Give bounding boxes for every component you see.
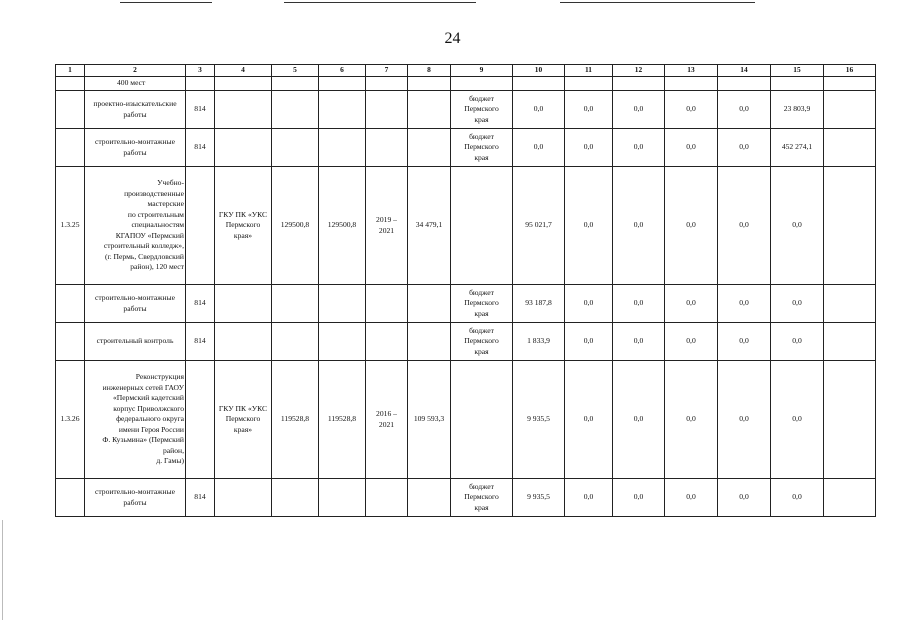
header-cell: 2 [85, 65, 186, 77]
cell-y11: 0,0 [565, 479, 613, 517]
header-cell: 9 [451, 65, 513, 77]
header-cell: 1 [56, 65, 85, 77]
cell-name: строительно-монтажные работы [85, 129, 186, 167]
cell-num [56, 129, 85, 167]
header-cell: 12 [613, 65, 665, 77]
cell-y12: 0,0 [613, 285, 665, 323]
cell-name: строительный контроль [85, 323, 186, 361]
cell-source: бюджет Пермского края [451, 91, 513, 129]
cell-executor [215, 91, 272, 129]
table-row [56, 285, 876, 323]
cell-y16 [824, 77, 876, 91]
header-cell: 6 [319, 65, 366, 77]
cell-period [366, 479, 408, 517]
header-cell: 10 [513, 65, 565, 77]
cell-y10: 95 021,7 [513, 167, 565, 285]
cell-period [366, 323, 408, 361]
cell-y15: 0,0 [771, 361, 824, 479]
cell-cost-est [319, 91, 366, 129]
cell-cost-total [272, 323, 319, 361]
scan-edge-mark [2, 520, 3, 620]
cell-y16 [824, 479, 876, 517]
cell-y12: 0,0 [613, 323, 665, 361]
cell-y13: 0,0 [665, 323, 718, 361]
cell-spent: 109 593,3 [408, 361, 451, 479]
cell-executor [215, 323, 272, 361]
cell-cost-est [319, 479, 366, 517]
cell-y13: 0,0 [665, 285, 718, 323]
cell-num [56, 91, 85, 129]
cell-spent [408, 285, 451, 323]
cell-cost-est: 129500,8 [319, 167, 366, 285]
cell-y12: 0,0 [613, 361, 665, 479]
header-cell: 5 [272, 65, 319, 77]
table-row [56, 167, 876, 285]
cell-y16 [824, 361, 876, 479]
header-cell: 4 [215, 65, 272, 77]
cell-y11: 0,0 [565, 167, 613, 285]
cell-y12: 0,0 [613, 479, 665, 517]
cell-y16 [824, 167, 876, 285]
cell-y10: 9 935,5 [513, 361, 565, 479]
cell-y12: 0,0 [613, 91, 665, 129]
cell-period: 2016 – 2021 [366, 361, 408, 479]
cell-y13: 0,0 [665, 167, 718, 285]
cell-source [451, 77, 513, 91]
cell-code: 814 [186, 91, 215, 129]
header-cell: 8 [408, 65, 451, 77]
cell-cost-total: 119528,8 [272, 361, 319, 479]
cell-executor [215, 129, 272, 167]
cell-name: строительно-монтажные работы [85, 479, 186, 517]
cell-source: бюджет Пермского края [451, 323, 513, 361]
header-cell: 13 [665, 65, 718, 77]
cell-source: бюджет Пермского края [451, 479, 513, 517]
cell-executor [215, 285, 272, 323]
header-row [56, 65, 876, 77]
cell-y12: 0,0 [613, 129, 665, 167]
cell-period: 2019 – 2021 [366, 167, 408, 285]
cell-y13 [665, 77, 718, 91]
page-number: 24 [444, 30, 461, 47]
cell-y15: 0,0 [771, 479, 824, 517]
cell-y14: 0,0 [718, 167, 771, 285]
cell-code [186, 361, 215, 479]
cell-y10: 93 187,8 [513, 285, 565, 323]
cell-y13: 0,0 [665, 91, 718, 129]
header-cell: 15 [771, 65, 824, 77]
cell-y16 [824, 91, 876, 129]
cell-spent: 34 479,1 [408, 167, 451, 285]
cell-y11: 0,0 [565, 361, 613, 479]
table-row [56, 129, 876, 167]
cell-y13: 0,0 [665, 129, 718, 167]
cell-name: проектно-изыскательские работы [85, 91, 186, 129]
cell-y10: 0,0 [513, 91, 565, 129]
cell-name: строительно-монтажные работы [85, 285, 186, 323]
cell-y14: 0,0 [718, 285, 771, 323]
cell-y15: 452 274,1 [771, 129, 824, 167]
top-rule-right [560, 2, 755, 3]
cell-executor: ГКУ ПК «УКС Пермского края» [215, 167, 272, 285]
cell-code [186, 167, 215, 285]
cell-num: 1.3.25 [56, 167, 85, 285]
cell-y10: 1 833,9 [513, 323, 565, 361]
cell-y16 [824, 323, 876, 361]
cell-y14: 0,0 [718, 91, 771, 129]
header-cell: 11 [565, 65, 613, 77]
cell-spent [408, 323, 451, 361]
header-cell: 7 [366, 65, 408, 77]
cell-period [366, 129, 408, 167]
cell-y10: 0,0 [513, 129, 565, 167]
cell-period [366, 285, 408, 323]
cell-y14: 0,0 [718, 323, 771, 361]
cell-code [186, 77, 215, 91]
top-rule-middle [284, 2, 476, 3]
cell-num: 1.3.26 [56, 361, 85, 479]
table-body [56, 65, 876, 517]
table-row [56, 77, 876, 91]
table-row [56, 479, 876, 517]
budget-table [55, 64, 876, 517]
cell-spent [408, 77, 451, 91]
cell-name: Учебно- производственные мастерские по строительным специальностям КГАПОУ «Пермский строительный колледж», (г. Пермь, Свердловский район), 120 мест [85, 167, 186, 285]
header-cell: 14 [718, 65, 771, 77]
cell-y13: 0,0 [665, 361, 718, 479]
cell-cost-est [319, 77, 366, 91]
cell-y11: 0,0 [565, 285, 613, 323]
cell-y15 [771, 77, 824, 91]
cell-cost-total [272, 129, 319, 167]
cell-name: Реконструкция инженерных сетей ГАОУ «Пермский кадетский корпус Приволжского федерального округа имени Героя России Ф. Кузьмина» (Пермский район, д. Гамы) [85, 361, 186, 479]
cell-y12: 0,0 [613, 167, 665, 285]
cell-y11: 0,0 [565, 323, 613, 361]
cell-cost-est [319, 285, 366, 323]
cell-code: 814 [186, 129, 215, 167]
cell-y11: 0,0 [565, 91, 613, 129]
cell-source [451, 167, 513, 285]
cell-cost-total [272, 479, 319, 517]
cell-cost-total: 129500,8 [272, 167, 319, 285]
header-cell: 16 [824, 65, 876, 77]
cell-cost-total [272, 77, 319, 91]
cell-y16 [824, 129, 876, 167]
table-row [56, 91, 876, 129]
cell-num [56, 479, 85, 517]
cell-num [56, 323, 85, 361]
cell-period [366, 91, 408, 129]
cell-source: бюджет Пермского края [451, 129, 513, 167]
cell-spent [408, 479, 451, 517]
cell-y15: 0,0 [771, 323, 824, 361]
cell-executor: ГКУ ПК «УКС Пермского края» [215, 361, 272, 479]
cell-y14: 0,0 [718, 129, 771, 167]
cell-code: 814 [186, 479, 215, 517]
cell-cost-est [319, 323, 366, 361]
cell-y10 [513, 77, 565, 91]
cell-num [56, 285, 85, 323]
header-cell: 3 [186, 65, 215, 77]
cell-cost-total [272, 91, 319, 129]
cell-y13: 0,0 [665, 479, 718, 517]
cell-source: бюджет Пермского края [451, 285, 513, 323]
cell-y12 [613, 77, 665, 91]
cell-num [56, 77, 85, 91]
cell-spent [408, 129, 451, 167]
cell-y14: 0,0 [718, 361, 771, 479]
cell-executor [215, 77, 272, 91]
cell-period [366, 77, 408, 91]
cell-y10: 9 935,5 [513, 479, 565, 517]
cell-code: 814 [186, 323, 215, 361]
cell-executor [215, 479, 272, 517]
cell-source [451, 361, 513, 479]
cell-y15: 0,0 [771, 285, 824, 323]
cell-y14: 0,0 [718, 479, 771, 517]
cell-y11 [565, 77, 613, 91]
cell-name: 400 мест [85, 77, 186, 91]
table-row [56, 323, 876, 361]
cell-cost-total [272, 285, 319, 323]
top-rule-left [120, 2, 212, 3]
cell-y11: 0,0 [565, 129, 613, 167]
cell-y16 [824, 285, 876, 323]
cell-y15: 23 803,9 [771, 91, 824, 129]
cell-y14 [718, 77, 771, 91]
cell-code: 814 [186, 285, 215, 323]
table-row [56, 361, 876, 479]
cell-spent [408, 91, 451, 129]
cell-cost-est [319, 129, 366, 167]
cell-y15: 0,0 [771, 167, 824, 285]
cell-cost-est: 119528,8 [319, 361, 366, 479]
